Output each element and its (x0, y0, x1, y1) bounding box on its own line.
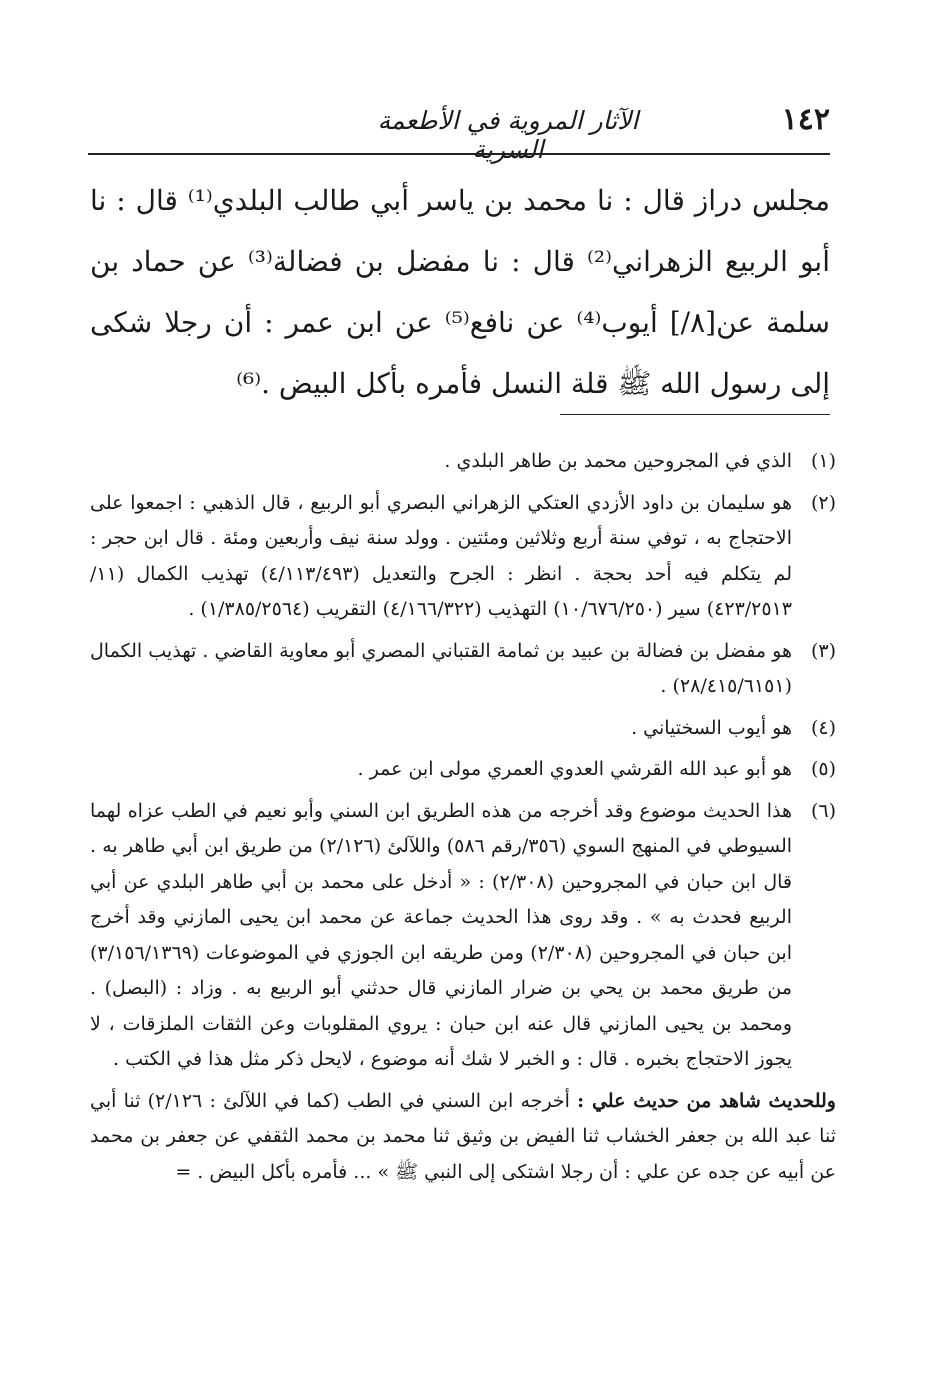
footnote-text: الذي في المجروحين محمد بن طاهر البلدي . (444, 450, 792, 472)
footnote-text: هو سليمان بن داود الأزدي العتكي الزهراني البصري أبو الربيع ، قال الذهبي : اجمعوا على الاحتجاج به ، توفي سنة أربع وثلاثين ومئتين . وولد سنة نيف وأربعين ومئة . قال ابن حجر : لم يتكلم فيه أحد بحجة . انظر : الجرح والتعديل (٤/١١٣/٤٩٣) تهذيب الكمال (١١/ ٤٢٣/٢٥١٣) سير (١٠/٦٧٦/٢٥٠) التهذيب (٤/١٦٦/٣٢٢) التقريب (١/٣٨٥/٢٥٦٤) . (90, 491, 792, 620)
main-text (90, 170, 830, 414)
footnote-number: (١) (810, 450, 836, 472)
footnotes (90, 444, 836, 1190)
footnote (90, 794, 836, 1078)
footnote-divider (560, 414, 830, 415)
footnote-number: (٥) (810, 758, 836, 780)
witness-paragraph (90, 1084, 836, 1191)
footnote-number: (٦) (810, 799, 836, 822)
header-divider (88, 153, 830, 155)
footnote (90, 752, 836, 788)
footnote-text: هو أيوب السختياني . (631, 716, 792, 739)
footnote (90, 444, 836, 480)
page-number: ١٤٢ (781, 102, 830, 137)
footnote-number: (٤) (810, 716, 836, 739)
main-paragraph: مجلس دراز قال : نا محمد بن ياسر أبي طالب البلدي⁽¹⁾ قال : نا أبو الربيع الزهراني⁽²⁾ قال : نا مفضل بن فضالة⁽³⁾ عن حماد بن سلمة عن[٨/] أيوب⁽⁴⁾ عن نافع⁽⁵⁾ عن ابن عمر : أن رجلا شكى إلى رسول الله ﷺ قلة النسل فأمره بأكل البيض .⁽⁶⁾ (90, 184, 831, 400)
footnote-text: هذا الحديث موضوع وقد أخرجه من هذه الطريق ابن السني وأبو نعيم في الطب عزاه لهما السيوطي في المنهج السوي (٣٥٦/رقم ٥٨٦) واللآلئ (٢/١٢٦) من طريق ابن أبي طاهر به . قال ابن حبان في المجروحين (٢/٣٠٨) : « أدخل على محمد بن أبي طاهر البلدي عن أبي الربيع فحدث به » . وقد روى هذا الحديث جماعة عن محمد ابن يحيى المازني وقد أخرج ابن حبان في المجروحين (٢/٣٠٨) ومن طريقه ابن الجوزي في الموضوعات (٣/١٥٦/١٣٦٩) من طريق محمد بن يحي بن ضرار المازني قال حدثني أبو الربيع به . وزاد : (البصل) . ومحمد بن يحيى المازني قال عنه ابن حبان : يروي المقلوبات وعن الثقات الملزقات ، لا يجوز الاحتجاج بخبره . قال : و الخبر لا شك أنه موضوع ، لايحل ذكر مثل هذا في الكتب . (90, 799, 793, 1070)
running-title: الآثار المروية في الأطعمة السرية (377, 106, 639, 164)
witness-lead: وللحديث شاهد من حديث علي : (577, 1089, 836, 1112)
page-header (88, 92, 830, 164)
footnote-text: هو مفضل بن فضالة بن عبيد بن ثمامة القتباني المصري أبو معاوية القاضي . تهذيب الكمال (٢٨/٤١٥/٦١٥١) . (90, 639, 792, 697)
footnote-number: (٢) (810, 491, 836, 514)
footnote-number: (٣) (810, 639, 836, 662)
footnote-text: هو أبو عبد الله القرشي العدوي العمري مولى ابن عمر . (357, 758, 792, 780)
footnote (90, 634, 836, 705)
footnote (90, 711, 836, 747)
footnote (90, 486, 836, 628)
witness-text: أخرجه ابن السني في الطب (كما في اللآلئ : ٢/١٢٦) ثنا أبي ثنا عبد الله بن جعفر الخشاب ثنا الفيض بن وثيق ثنا محمد بن محمد الثقفي عن جعفر بن محمد عن أبيه عن جده عن علي : أن رجلا اشتكى إلى النبي ﷺ » ... فأمره بأكل البيض . = (90, 1089, 836, 1183)
